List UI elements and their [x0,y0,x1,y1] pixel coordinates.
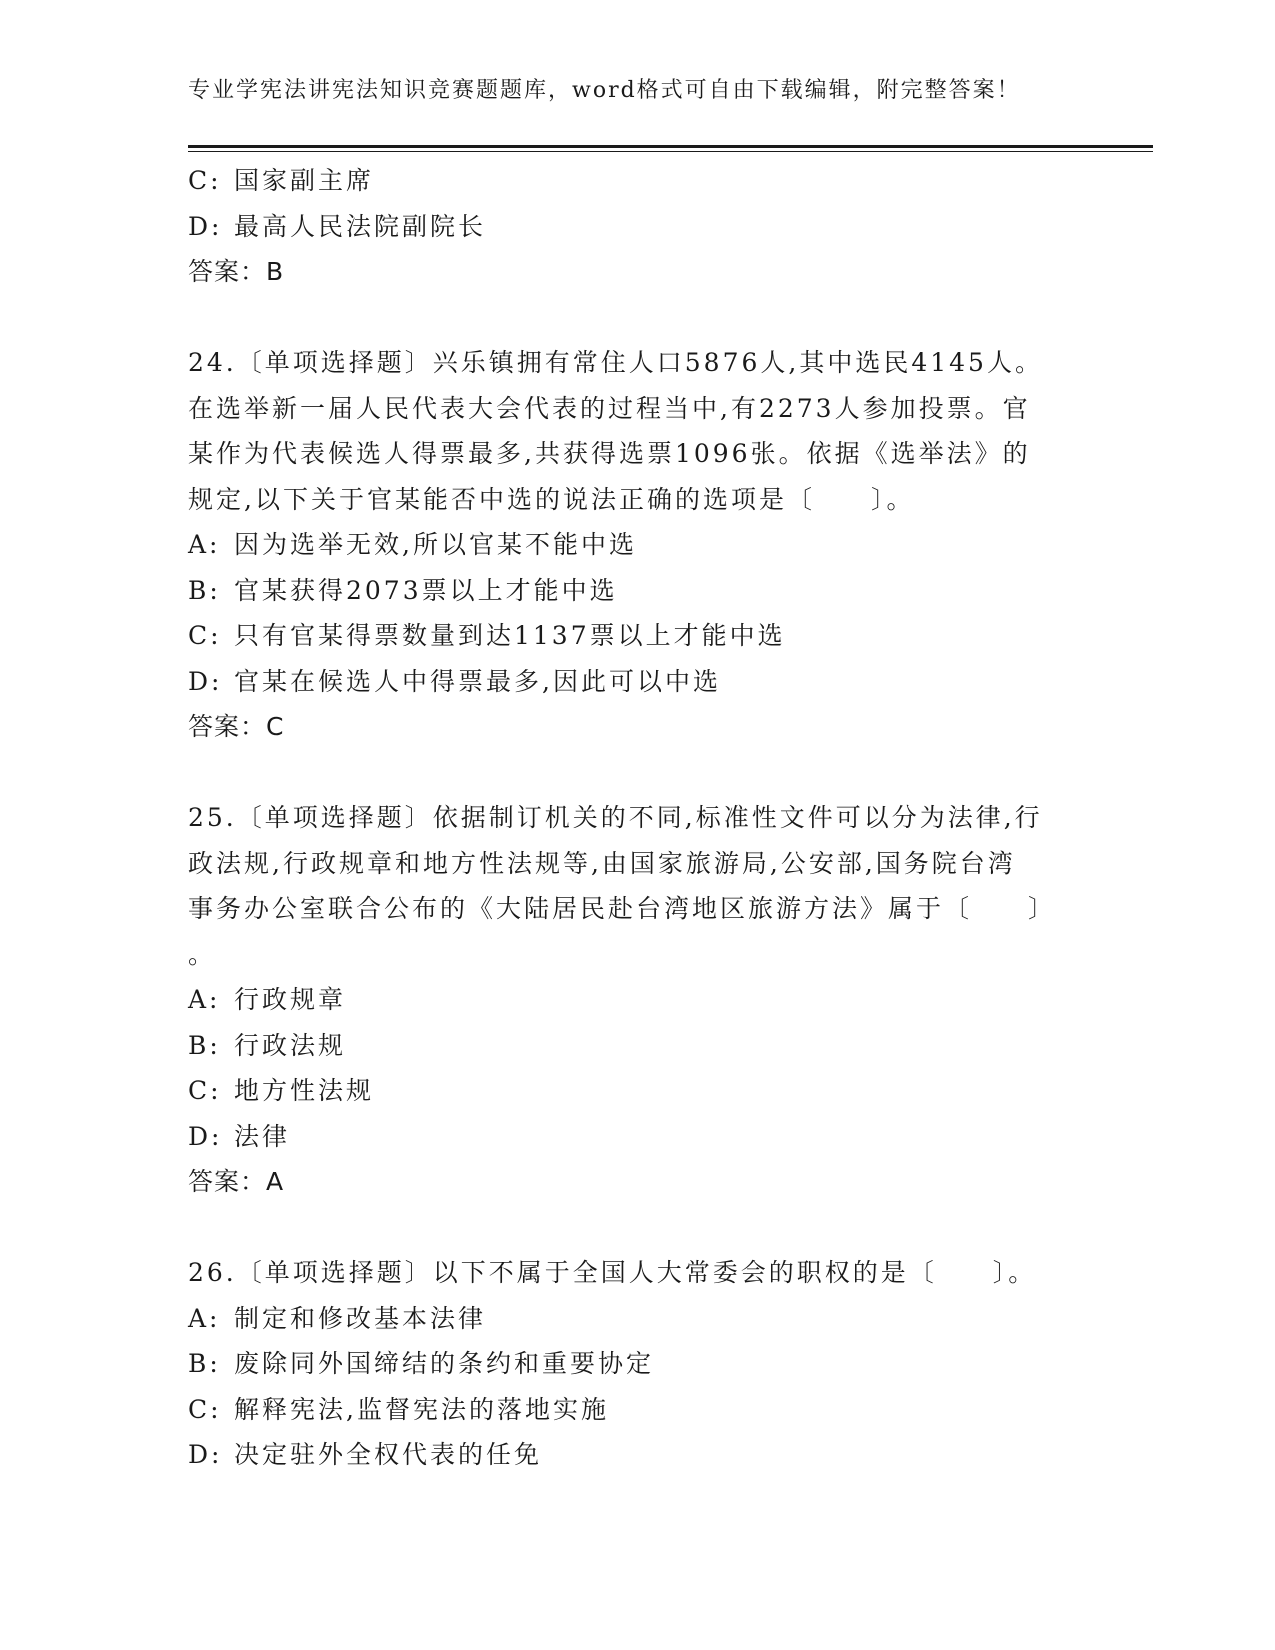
q24-option-a: A: 因为选举无效,所以官某不能中选 [188,530,637,559]
q24-option-d: D: 官某在候选人中得票最多,因此可以中选 [188,666,721,696]
q26-option-d: D: 决定驻外全权代表的任免 [188,1440,543,1469]
q24-stem-line-4: 规定,以下关于官某能否中选的说法正确的选项是〔 〕。 [188,484,915,514]
header-rule-thick [188,145,1153,148]
q26-option-b: B: 废除同外国缔结的条约和重要协定 [188,1349,655,1378]
q25-stem-line-3: 事务办公室联合公布的《大陆居民赴台湾地区旅游方法》属于〔 〕 [188,894,1057,923]
page-header: 专业学宪法讲宪法知识竞赛题题库，word格式可自由下载编辑，附完整答案！ [188,78,1021,103]
spacer [188,750,1078,796]
q25-option-a: A: 行政规章 [188,985,347,1014]
question-content [188,158,1078,1478]
q25-stem-line-2: 政法规,行政规章和地方性法规等,由国家旅游局,公安部,国务院台湾 [188,848,1016,878]
q24-stem-line-1: 24.〔单项选择题〕兴乐镇拥有常住人口5876人,其中选民4145人。 [188,348,1043,377]
option-c: C: 国家副主席 [188,166,375,195]
q24-option-c: C: 只有官某得票数量到达1137票以上才能中选 [188,621,786,650]
q24-stem-line-3: 某作为代表候选人得票最多,共获得选票1096张。依据《选举法》的 [188,439,1031,468]
spacer [188,1205,1078,1251]
option-d: D: 最高人民法院副院长 [188,211,487,241]
q25-stem-line-1: 25.〔单项选择题〕依据制订机关的不同,标准性文件可以分为法律,行 [188,803,1043,832]
spacer [188,295,1078,341]
header-rule-thin [188,151,1153,152]
q24-option-b: B: 官某获得2073票以上才能中选 [188,575,618,605]
q24-stem-line-2: 在选举新一届人民代表大会代表的过程当中,有2273人参加投票。官 [188,393,1031,423]
q25-stem-line-4: 。 [188,939,217,969]
q25-option-d: D: 法律 [188,1121,291,1151]
q25-option-c: C: 地方性法规 [188,1076,375,1105]
answer-prev: 答案：B [188,257,285,286]
q26-stem-line-1: 26.〔单项选择题〕以下不属于全国人大常委会的职权的是〔 〕。 [188,1258,1037,1287]
q24-answer: 答案：C [188,712,285,741]
q25-answer: 答案：A [188,1167,285,1196]
q25-option-b: B: 行政法规 [188,1030,347,1060]
q26-option-c: C: 解释宪法,监督宪法的落地实施 [188,1394,609,1424]
q26-option-a: A: 制定和修改基本法律 [188,1303,487,1333]
